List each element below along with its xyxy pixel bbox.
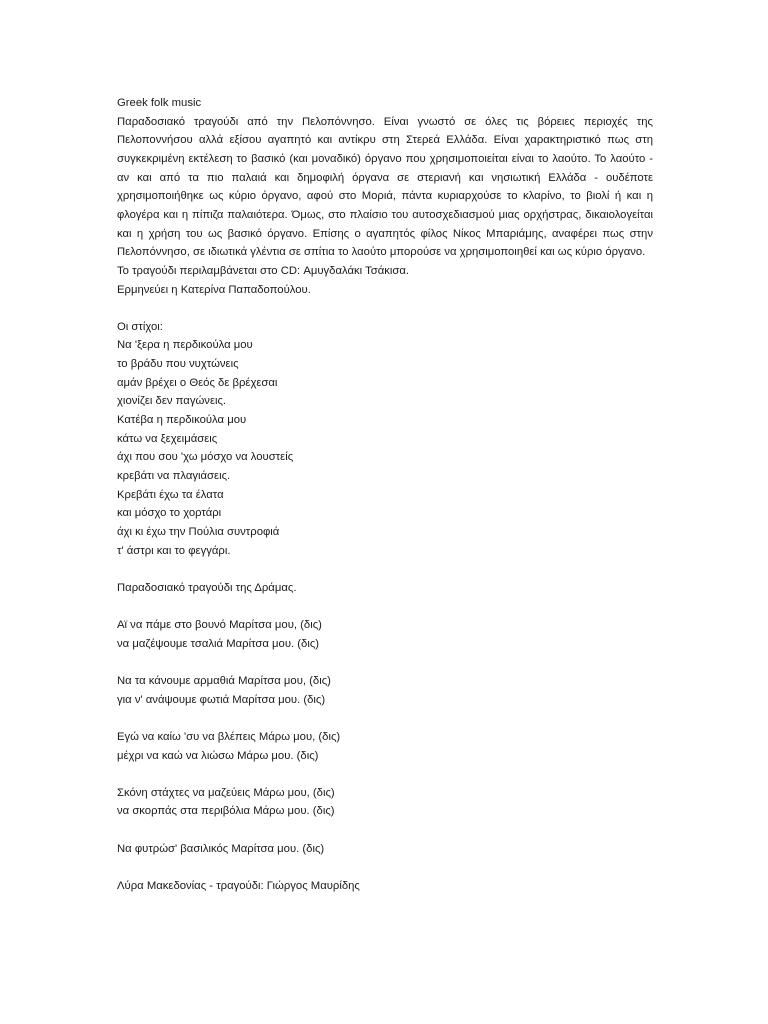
lyric-line: αμάν βρέχει ο Θεός δε βρέχεσαι bbox=[117, 376, 278, 389]
stanza-spacer bbox=[117, 597, 653, 616]
stanza-spacer bbox=[117, 858, 653, 877]
document-title: Greek folk music bbox=[117, 97, 202, 109]
lyric-line: Να 'ξερα η περδικούλα μου bbox=[117, 339, 253, 352]
lyric-line: το βράδυ που νυχτώνεις bbox=[117, 358, 239, 371]
cd-line: Το τραγούδι περιλαμβάνεται στο CD: Αμυγδαλάκι Τσάκισα. bbox=[117, 264, 410, 277]
lyric-line: Εγώ να καίω 'συ να βλέπεις Μάρω μου, (δις) bbox=[117, 730, 341, 743]
intro-paragraph: Παραδοσιακό τραγούδι από την Πελοπόννησο. Είναι γνωστό σε όλες τις βόρειες περιοχές της Πελοποννήσου αλλά εξίσου αγαπητό και αντίκρυ στη Στερεά Ελλάδα. Είναι χαρακτηριστικό πως στη συγκεκριμένη εκτέλεση το βασικό (και μοναδικό) όργανο που χρησιμοποιείται είναι το λαούτο. Το λαούτο - αν και από τα πιο παλαιά και δημοφιλή όργανα σε στεριανή και νησιωτική Ελλάδα - ουδέποτε χρησιμοποιήθηκε ως κύριο όργανο, αφού στο Μοριά, πάντα κυριαρχούσε το κλαρίνο, το βιολί ή και η φλογέρα και η πίπιζα παλαιότερα. Όμως, στο πλαίσιο του αυτοσχεδιασμού μιας ορχήστρας, δικαιολογείται και η χρήση του ως βασικό όργανο. Επίσης ο αγαπητός φίλος Νίκος Μπαριάμης, αναφέρει πως στην Πελοπόννησο, σε ιδιωτικά γλέντια σε σπίτια το λαούτο μπορούσε να χρησιμοποιηθεί και ως κύριο όργανο. bbox=[117, 115, 653, 259]
lyric-line: Κρεβάτι έχω τα έλατα bbox=[117, 488, 224, 501]
song2-title: Παραδοσιακό τραγούδι της Δράμας. bbox=[117, 581, 297, 594]
lyric-line: και μόσχο το χορτάρι bbox=[117, 507, 222, 520]
lyric-line: κάτω να ξεχειμάσεις bbox=[117, 432, 218, 445]
lyric-line: να μαζέψουμε τσαλιά Μαρίτσα μου. (δις) bbox=[117, 637, 320, 650]
lyric-line: άχι που σου 'χω μόσχο να λουστείς bbox=[117, 451, 294, 464]
lyric-line: Αϊ να πάμε στο βουνό Μαρίτσα μου, (δις) bbox=[117, 619, 322, 632]
song1-lyrics bbox=[117, 336, 653, 560]
lyric-line: τ' άστρι και το φεγγάρι. bbox=[117, 544, 231, 557]
lyric-line: κρεβάτι να πλαγιάσεις. bbox=[117, 469, 231, 482]
stanza-spacer bbox=[117, 653, 653, 672]
stanza-spacer bbox=[117, 821, 653, 840]
lyric-line: Κατέβα η περδικούλα μου bbox=[117, 414, 247, 427]
performer-line: Ερμηνεύει η Κατερίνα Παπαδοπούλου. bbox=[117, 283, 311, 296]
lyric-line: χιονίζει δεν παγώνεις. bbox=[117, 395, 227, 408]
lyric-line: Να φυτρώσ' βασιλικός Μαρίτσα μου. (δις) bbox=[117, 842, 325, 855]
lyric-line: Να τα κάνουμε αρμαθιά Μαρίτσα μου, (δις) bbox=[117, 674, 331, 687]
stanza-spacer bbox=[117, 709, 653, 728]
stanza-spacer bbox=[117, 765, 653, 784]
lyric-line: Σκόνη στάχτες να μαζεύεις Μάρω μου, (δις) bbox=[117, 786, 335, 799]
lyric-line: να σκορπάς στα περιβόλια Μάρω μου. (δις) bbox=[117, 805, 335, 818]
document-body bbox=[117, 94, 653, 896]
lyric-line: άχι κι έχω την Πούλια συντροφιά bbox=[117, 525, 280, 538]
spacer bbox=[117, 299, 653, 318]
lyric-line: μέχρι να καώ να λιώσω Μάρω μου. (δις) bbox=[117, 749, 319, 762]
lyric-line: για ν' ανάψουμε φωτιά Μαρίτσα μου. (δις) bbox=[117, 693, 326, 706]
song2-lyrics bbox=[117, 597, 653, 877]
footer-line: Λύρα Μακεδονίας - τραγούδι: Γιώργος Μαυρίδης bbox=[117, 880, 360, 893]
lyrics-heading: Οι στίχοι: bbox=[117, 320, 163, 333]
spacer bbox=[117, 560, 653, 579]
